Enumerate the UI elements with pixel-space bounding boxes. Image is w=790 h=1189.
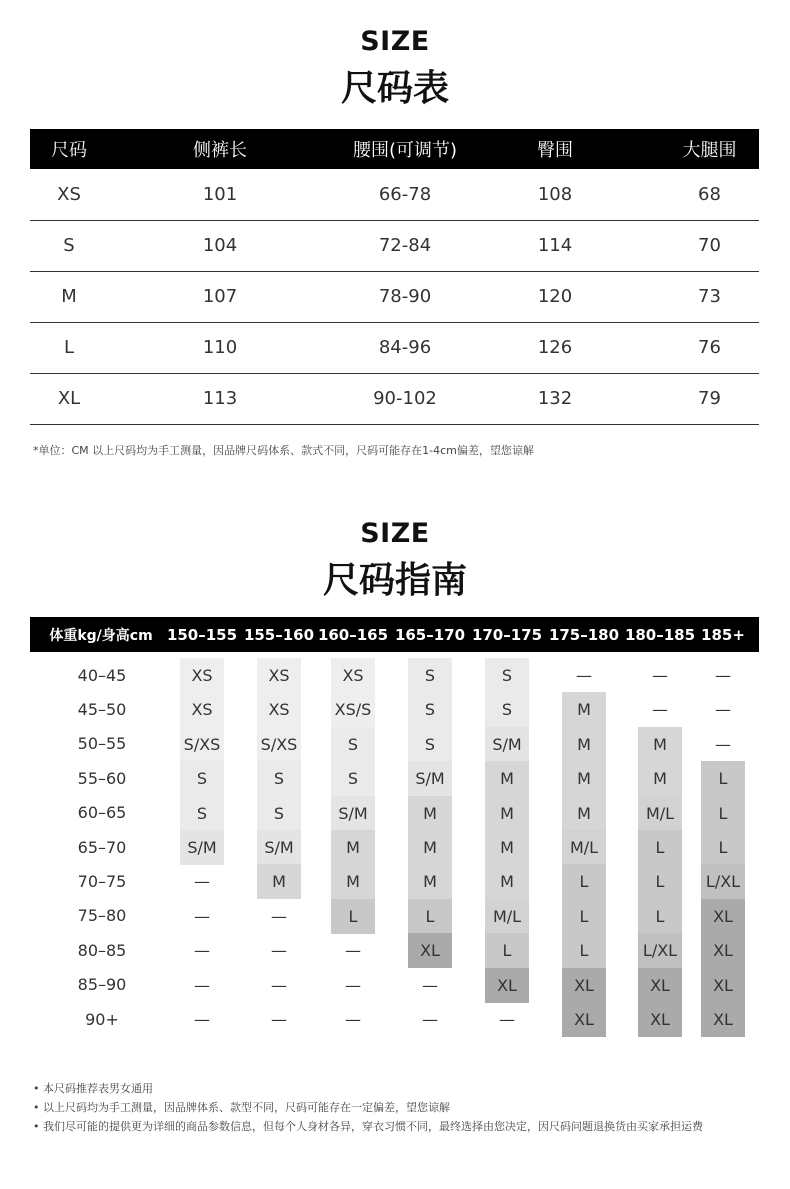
guide-cell: L (562, 933, 606, 968)
guide-header-label: 体重kg/身高cm (49, 627, 153, 644)
size-table-row (30, 169, 759, 221)
guide-cell: L (485, 933, 529, 968)
size-table-cell: 120 (537, 286, 573, 307)
header-hip: 臀围 (537, 140, 573, 161)
guide-weight-label: 75–80 (77, 906, 127, 926)
guide-cell: XL (485, 968, 529, 1003)
guide-cell: M (485, 796, 529, 831)
guide-weight-label: 40–45 (77, 665, 127, 685)
guide-cell: L (701, 796, 745, 831)
guide-cell: M (485, 864, 529, 899)
guide-cell: S (408, 658, 452, 693)
guide-cell: — (271, 941, 287, 961)
guide-cell: S/M (485, 727, 529, 762)
guide-cell: — (715, 700, 731, 720)
header-waist: 腰围(可调节) (352, 140, 458, 161)
guide-cell: — (271, 1010, 287, 1029)
guide-cell: — (652, 666, 668, 685)
guide-cell: — (194, 872, 210, 892)
guide-weight-label: 45–50 (77, 699, 127, 719)
guide-cell: S (257, 796, 301, 831)
guide-cell: S/XS (180, 727, 224, 762)
guide-cell: XL (408, 933, 452, 968)
guide-cell: S (408, 727, 452, 762)
guide-cell: S (331, 761, 375, 796)
header-side-length: 侧裤长 (193, 140, 247, 161)
guide-weight-label: 65–70 (77, 837, 127, 857)
guide-cell: M (331, 830, 375, 865)
guide-cell: — (271, 975, 287, 995)
guide-cell: M (562, 727, 606, 762)
guide-cell: L/XL (701, 864, 745, 899)
size-table-cell: M (61, 286, 77, 307)
guide-cell: — (194, 906, 210, 926)
size-table-cell: S (63, 235, 75, 256)
guide-height-header: 175–180 (548, 625, 620, 644)
guide-cell: XS (180, 692, 224, 727)
guide-cell: S/M (257, 830, 301, 865)
guide-cell: S/XS (257, 727, 301, 762)
guide-height-header: 155–160 (243, 625, 315, 644)
size-table-cell: 79 (698, 388, 721, 409)
guide-cell: — (576, 666, 592, 685)
guide-cell: M (638, 761, 682, 796)
guide-weight-label: 50–55 (77, 734, 127, 754)
guide-cell: S (331, 727, 375, 762)
guide-cell: M (408, 864, 452, 899)
size-table-cell: 101 (202, 184, 238, 205)
guide-cell: XL (701, 899, 745, 934)
guide-cell: M (331, 864, 375, 899)
guide-cell: S (485, 658, 529, 693)
guide-cell: M (562, 761, 606, 796)
guide-cell: L (638, 830, 682, 865)
guide-cell: XL (701, 1002, 745, 1037)
guide-note-3: • 我们尽可能的提供更为详细的商品参数信息，但每个人身材各异，穿衣习惯不同，最终选择由您决定，因尺码问题退换货由买家承担运费 (33, 1120, 703, 1133)
guide-cell: M/L (485, 899, 529, 934)
guide-cell: — (715, 666, 731, 685)
guide-cell: M (562, 796, 606, 831)
guide-cell: XL (701, 933, 745, 968)
guide-cell: — (194, 1010, 210, 1029)
guide-weight-label: 60–65 (77, 803, 127, 823)
size-guide-title-en: SIZE (360, 518, 430, 549)
size-table-cell: 108 (537, 184, 573, 205)
guide-cell: — (271, 906, 287, 926)
size-table-row (30, 322, 759, 374)
guide-note-1: • 本尺码推荐表男女通用 (33, 1082, 153, 1095)
guide-weight-label: 80–85 (77, 940, 127, 960)
guide-cell: S/M (408, 761, 452, 796)
guide-cell: L (562, 899, 606, 934)
guide-cell: — (652, 700, 668, 720)
guide-cell: L/XL (638, 933, 682, 968)
guide-cell: M (638, 727, 682, 762)
guide-height-header: 150–155 (166, 625, 238, 644)
guide-cell: L (701, 830, 745, 865)
guide-cell: L (562, 864, 606, 899)
guide-cell: S (180, 761, 224, 796)
guide-cell: XL (638, 968, 682, 1003)
guide-cell: L (408, 899, 452, 934)
size-table-cell: 132 (537, 388, 573, 409)
guide-weight-label: 55–60 (77, 768, 127, 788)
guide-cell: M (562, 692, 606, 727)
guide-weight-label: 90+ (85, 1009, 119, 1029)
guide-cell: XS (331, 658, 375, 693)
guide-cell: M (257, 864, 301, 899)
size-table-title: 尺码表 (340, 68, 449, 109)
guide-cell: — (422, 975, 438, 995)
size-table-cell: 104 (202, 235, 238, 256)
header-thigh: 大腿围 (682, 140, 737, 161)
size-table-cell: 126 (537, 337, 573, 358)
guide-cell: — (194, 975, 210, 995)
size-table-row (30, 373, 759, 425)
guide-cell: S (180, 796, 224, 831)
size-table-cell: 76 (698, 337, 721, 358)
size-table-header (30, 129, 759, 169)
size-table-cell: XL (57, 388, 81, 409)
guide-cell: XL (701, 968, 745, 1003)
guide-cell: M (485, 761, 529, 796)
guide-height-header: 180–185 (624, 625, 696, 644)
guide-cell: M (408, 830, 452, 865)
guide-height-header: 160–165 (317, 625, 389, 644)
size-table-title-en: SIZE (360, 26, 430, 57)
size-table-cell: 113 (202, 388, 238, 409)
guide-cell: S (408, 692, 452, 727)
guide-cell: XL (562, 1002, 606, 1037)
guide-cell: — (345, 941, 361, 961)
size-table-cell: 68 (698, 184, 721, 205)
guide-cell: S/M (331, 796, 375, 831)
size-table-cell: 107 (202, 286, 238, 307)
size-table-cell: 110 (202, 337, 238, 358)
guide-weight-label: 70–75 (77, 871, 127, 891)
size-table-row (30, 271, 759, 323)
guide-cell: XL (638, 1002, 682, 1037)
size-table-note: *单位：CM 以上尺码均为手工测量，因品牌尺码体系、款式不同，尺码可能存在1-4cm偏差，望您谅解 (33, 444, 534, 457)
guide-cell: M/L (638, 796, 682, 831)
guide-cell: — (422, 1010, 438, 1029)
guide-cell: L (331, 899, 375, 934)
size-table-row (30, 220, 759, 272)
guide-cell: L (638, 864, 682, 899)
size-table-cell: 78-90 (378, 286, 432, 307)
size-table-cell: 114 (537, 235, 573, 256)
guide-note-2: • 以上尺码均为手工测量，因品牌体系、款型不同，尺码可能存在一定偏差，望您谅解 (33, 1101, 450, 1114)
guide-cell: L (638, 899, 682, 934)
guide-cell: XS/S (331, 692, 375, 727)
size-guide-header (30, 617, 759, 652)
size-table-cell: L (63, 337, 75, 358)
guide-cell: XS (180, 658, 224, 693)
size-table-cell: 66-78 (378, 184, 432, 205)
guide-cell: — (194, 941, 210, 961)
guide-cell: S (485, 692, 529, 727)
guide-cell: XS (257, 658, 301, 693)
size-table-cell: 70 (698, 235, 721, 256)
size-table-cell: 90-102 (373, 388, 437, 409)
header-size: 尺码 (51, 140, 87, 161)
guide-cell: — (715, 734, 731, 754)
size-table-cell: 72-84 (378, 235, 432, 256)
guide-cell: XS (257, 692, 301, 727)
guide-height-header: 165–170 (394, 625, 466, 644)
size-guide-title: 尺码指南 (322, 560, 467, 601)
guide-cell: M (485, 830, 529, 865)
size-table-cell: XS (57, 184, 81, 205)
size-table-cell: 84-96 (378, 337, 432, 358)
guide-cell: S (257, 761, 301, 796)
guide-cell: — (345, 975, 361, 995)
guide-cell: M (408, 796, 452, 831)
guide-cell: S/M (180, 830, 224, 865)
guide-cell: — (499, 1010, 515, 1029)
guide-height-header: 185+ (701, 625, 745, 644)
size-table-cell: 73 (698, 286, 721, 307)
guide-cell: M/L (562, 830, 606, 865)
guide-height-header: 170–175 (471, 625, 543, 644)
guide-cell: — (345, 1010, 361, 1029)
guide-weight-label: 85–90 (77, 975, 127, 995)
guide-cell: XL (562, 968, 606, 1003)
guide-cell: L (701, 761, 745, 796)
